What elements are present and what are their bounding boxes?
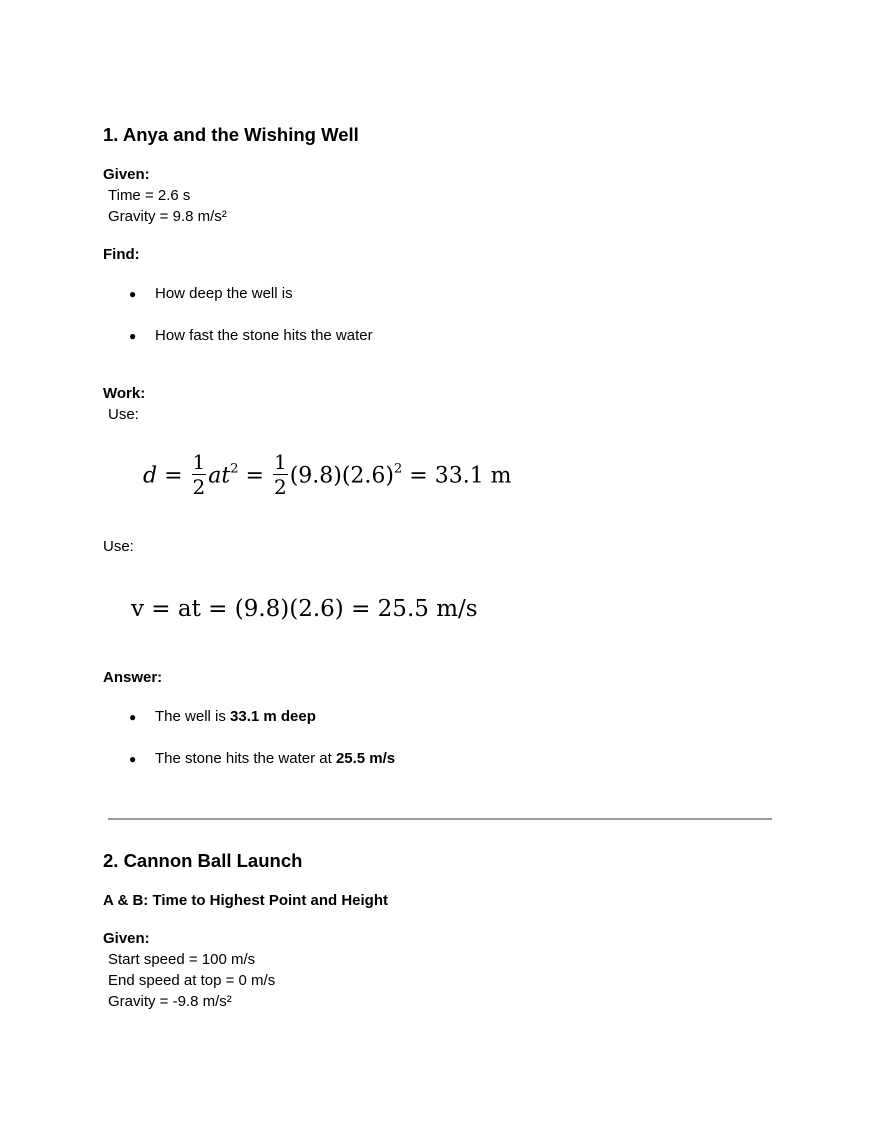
problem1-title: 1. Anya and the Wishing Well	[103, 124, 359, 145]
given-gravity: Gravity = 9.8 m/s²	[108, 208, 227, 225]
eq1-result: = 33.1 m	[409, 463, 512, 489]
given-end-speed: End speed at top = 0 m/s	[108, 972, 276, 989]
given-start-speed: Start speed = 100 m/s	[108, 951, 256, 968]
answer-label: Answer:	[103, 669, 163, 686]
bullet-icon: ●	[129, 752, 137, 766]
given-label: Given:	[103, 166, 150, 183]
use-label-1: Use:	[108, 406, 139, 423]
eq1-equals-2: =	[245, 463, 264, 489]
find-item-depth: How deep the well is	[155, 285, 293, 302]
bullet-icon: ●	[129, 710, 137, 724]
bullet-icon: ●	[129, 287, 137, 301]
bullet-icon: ●	[129, 329, 137, 343]
eq1-exp: 2	[230, 461, 239, 477]
answer-item-speed: The stone hits the water at 25.5 m/s	[155, 750, 396, 767]
answer-item-depth: The well is 33.1 m deep	[155, 708, 316, 725]
eq1-lhs: d	[143, 463, 158, 489]
eq1-exp-2: 2	[394, 461, 403, 477]
work-label: Work:	[103, 385, 146, 402]
eq1-equals: =	[164, 463, 183, 489]
given-label-2: Given:	[103, 930, 150, 947]
use-label-2: Use:	[103, 538, 134, 555]
eq1-term2: (9.8)(2.6)	[289, 463, 394, 489]
find-label: Find:	[103, 246, 140, 263]
eq1-fraction-b: $\frac{1}{2}$	[273, 450, 287, 499]
problem2-subtitle: A & B: Time to Highest Point and Height	[103, 892, 388, 909]
problem2-title: 2. Cannon Ball Launch	[103, 850, 303, 871]
section-divider	[108, 818, 772, 820]
equation-speed: v = at = (9.8)(2.6) = 25.5 m/s	[131, 596, 478, 622]
given-time: Time = 2.6 s	[108, 187, 191, 204]
eq1-term: at	[208, 463, 231, 489]
eq1-fraction-a: $\frac{1}{2}$	[192, 450, 206, 499]
given-gravity-2: Gravity = -9.8 m/s²	[108, 993, 232, 1010]
find-item-speed: How fast the stone hits the water	[155, 327, 373, 344]
equation-depth	[143, 452, 512, 501]
